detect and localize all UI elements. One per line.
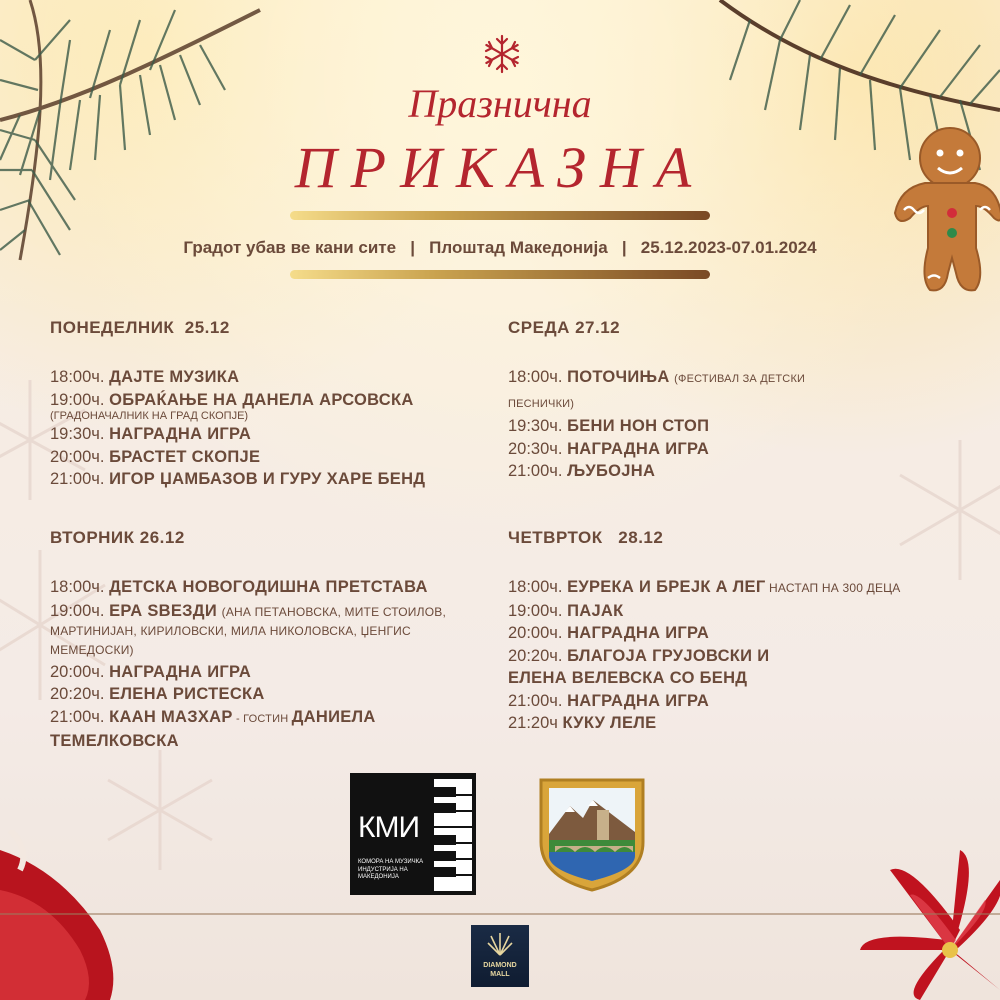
- event-item: 20:00ч. НАГРАДНА ИГРА: [508, 624, 710, 642]
- event-item: 20:30ч. НАГРАДНА ИГРА: [508, 439, 710, 458]
- event-item: 18:00ч. ДАЈТЕ МУЗИКА: [50, 368, 240, 386]
- day-tuesday: [50, 528, 490, 753]
- event-item: 20:00ч. НАГРАДНА ИГРА: [50, 662, 252, 681]
- day-title: ЧЕТВРТОК 28.12: [508, 528, 664, 547]
- event-item: 18:00ч. ЕУРЕКА И БРЕЈК А ЛЕГ НАСТАП НА 300 ДЕЦА: [508, 578, 901, 596]
- diamond-mall-icon: [487, 931, 513, 957]
- gold-divider-bottom: [290, 270, 710, 279]
- event-subtitle: Градот убав ве кани сите | Плоштад Македонија | 25.12.2023-07.01.2024: [183, 238, 817, 257]
- footer-divider: [0, 913, 1000, 915]
- event-item: 21:00ч. КААН МАЗХАР - ГОСТИН ДАНИЕЛА ТЕМЕЛКОВСКА: [50, 707, 376, 750]
- event-item: 21:20ч КУКУ ЛЕЛЕ: [508, 714, 657, 732]
- piano-keys-icon: [434, 779, 472, 891]
- event-item: 18:00ч. ДЕТСКА НОВОГОДИШНА ПРЕТСТАВА: [50, 578, 428, 596]
- event-item: 19:00ч. ЕРА ЅВЕЗДИ (АНА ПЕТАНОВСКА, МИТЕ СТОИЛОВ, МАРТИНИЈАН, КИРИЛОВСКИ, МИЛА НИКОЛОВСКА, ЏЕНГИС МЕМЕДОСКИ): [50, 601, 446, 657]
- event-item: 20:20ч. ЕЛЕНА РИСТЕСКА: [50, 685, 265, 703]
- kmi-logo-text: КМИ: [358, 811, 420, 844]
- title-line-2: ПРИКАЗНА: [294, 135, 706, 200]
- kmi-logo-subtitle: КОМОРА НА МУЗИЧКА ИНДУСТРИЈА НА МАКЕДОНИЈА: [358, 859, 424, 880]
- day-title: ПОНЕДЕЛНИК 25.12: [50, 318, 230, 337]
- event-item: 19:30ч. НАГРАДНА ИГРА: [50, 425, 252, 443]
- event-item: 20:00ч. БРАСТЕТ СКОПЈЕ: [50, 447, 261, 466]
- gold-divider-top: [290, 211, 710, 220]
- event-item: 19:00ч. ПАЈАК: [508, 601, 624, 620]
- event-item: 21:00ч. ИГОР ЏАМБАЗОВ И ГУРУ ХАРЕ БЕНД: [50, 470, 426, 488]
- day-thursday: [508, 528, 948, 735]
- event-item: 19:00ч. ОБРАЌАЊЕ НА ДАНЕЛА АРСОВСКА (ГРАДОНАЧАЛНИК НА ГРАД СКОПЈЕ): [50, 390, 414, 422]
- day-wednesday: [508, 318, 868, 483]
- poinsettia-icon: [850, 840, 1000, 1000]
- ribbon-icon: [0, 830, 150, 1000]
- day-title: ВТОРНИК 26.12: [50, 528, 185, 547]
- event-item: 21:00ч. НАГРАДНА ИГРА: [508, 691, 710, 710]
- snowflake-icon: [482, 34, 522, 74]
- event-item: 18:00ч. ПОТОЧИЊА (ФЕСТИВАЛ ЗА ДЕТСКИ ПЕСНИЧКИ): [508, 368, 806, 410]
- event-item: 21:00ч. ЉУБОЈНА: [508, 462, 656, 480]
- day-monday: [50, 318, 510, 491]
- event-item: 19:30ч. БЕНИ НОН СТОП: [508, 417, 710, 435]
- event-item: 20:20ч. БЛАГОЈА ГРУЈОВСКИ И ЕЛЕНА ВЕЛЕВСКА СО БЕНД: [508, 646, 770, 687]
- diamond-mall-text: DIAMOND MALL: [483, 962, 517, 978]
- snowflake-bg-bottom-icon: [90, 740, 230, 880]
- kmi-logo: [350, 773, 476, 895]
- diamond-mall-logo: [471, 925, 529, 987]
- day-title: СРЕДА 27.12: [508, 318, 621, 337]
- skopje-crest-icon: [535, 772, 649, 894]
- title-line-1: Празнична: [408, 81, 592, 126]
